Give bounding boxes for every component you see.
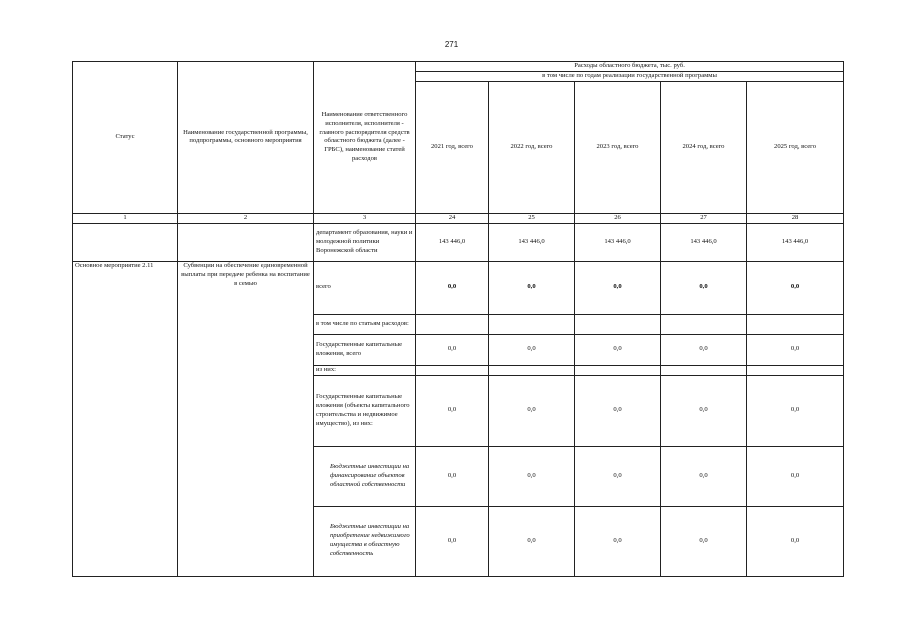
row-value: 0,0: [416, 506, 489, 576]
header-year: 2024 год, всего: [661, 81, 747, 213]
header-expenses: Расходы областного бюджета, тыс. руб.: [416, 62, 844, 72]
row-label: Бюджетные инвестиции на приобретение недвижимого имущества в областную собственность: [314, 506, 416, 576]
row-value: 0,0: [416, 375, 489, 446]
column-number: 25: [489, 213, 575, 223]
row-value: 0,0: [661, 334, 747, 365]
table-row: [73, 261, 844, 314]
column-numbers-row: [73, 213, 844, 223]
column-number: 24: [416, 213, 489, 223]
row-value: 0,0: [747, 446, 844, 506]
row-value: 143 446,0: [489, 223, 575, 261]
column-number: 2: [178, 213, 314, 223]
row-value: 0,0: [661, 261, 747, 314]
row-label: всего: [314, 261, 416, 314]
row-value: 143 446,0: [661, 223, 747, 261]
row-value: 0,0: [489, 375, 575, 446]
column-number: 3: [314, 213, 416, 223]
header-year: 2025 год, всего: [747, 81, 844, 213]
header-by-years: в том числе по годам реализации государственной программы: [416, 71, 844, 81]
row-value: 0,0: [489, 334, 575, 365]
row-value: 0,0: [489, 446, 575, 506]
header-executor: Наименование ответственного исполнителя, исполнителя - главного распорядителя средств областного бюджета (далее - ГРБС), наименование статей расходов: [314, 62, 416, 214]
row-value: 0,0: [661, 446, 747, 506]
row-value: 0,0: [575, 261, 661, 314]
column-number: 26: [575, 213, 661, 223]
column-number: 28: [747, 213, 844, 223]
row-value: 0,0: [747, 261, 844, 314]
row-value: 0,0: [575, 446, 661, 506]
header-year: 2022 год, всего: [489, 81, 575, 213]
row-value: 0,0: [575, 334, 661, 365]
row-value: 143 446,0: [416, 223, 489, 261]
budget-table: [72, 61, 844, 577]
row-value: 143 446,0: [747, 223, 844, 261]
row-value: 0,0: [747, 334, 844, 365]
row-value: 0,0: [416, 334, 489, 365]
header-year: 2021 год, всего: [416, 81, 489, 213]
row-value: 0,0: [575, 506, 661, 576]
row-value: 0,0: [661, 375, 747, 446]
table-row: [73, 223, 844, 261]
row-value: 0,0: [416, 261, 489, 314]
header-status: Статус: [73, 62, 178, 214]
column-number: 27: [661, 213, 747, 223]
row-value: 0,0: [489, 506, 575, 576]
row-value: 0,0: [747, 506, 844, 576]
header-program-name: Наименование государственной программы, подпрограммы, основного мероприятия: [178, 62, 314, 214]
row-label: Государственные капитальные вложения (объекты капитального строительства и недвижимое имущество), из них:: [314, 375, 416, 446]
row-value: 0,0: [489, 261, 575, 314]
row-label: Бюджетные инвестиции на финансирование объектов областной собственности: [314, 446, 416, 506]
row-value: 0,0: [747, 375, 844, 446]
row-value: 0,0: [575, 375, 661, 446]
main-event-status: Основное мероприятие 2.11: [73, 261, 178, 576]
row-label: департамент образования, науки и молодежной политики Воронежской области: [314, 223, 416, 261]
row-value: 0,0: [416, 446, 489, 506]
header-year: 2023 год, всего: [575, 81, 661, 213]
row-label: Государственные капитальные вложения, всего: [314, 334, 416, 365]
row-label: в том числе по статьям расходов:: [314, 314, 416, 334]
main-event-name: Субвенции на обеспечение единовременной выплаты при передаче ребенка на воспитание в семью: [178, 261, 314, 576]
row-value: 0,0: [661, 506, 747, 576]
page-number: 271: [444, 40, 459, 49]
row-value: 143 446,0: [575, 223, 661, 261]
column-number: 1: [73, 213, 178, 223]
row-label: из них:: [314, 365, 416, 375]
